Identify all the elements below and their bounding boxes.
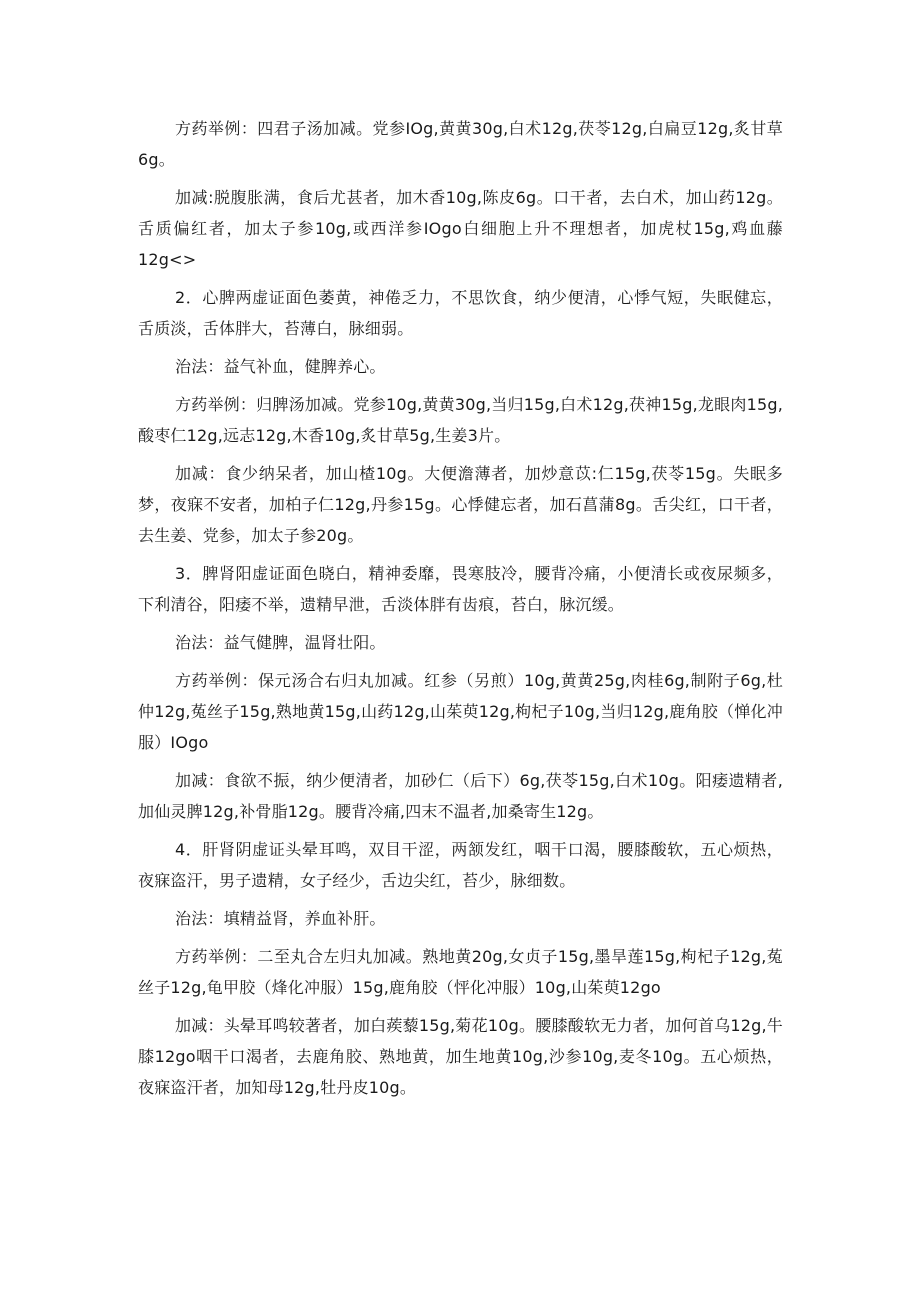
paragraph-modifications-4: 加减：头晕耳鸣较著者，加白蒺藜15g,菊花10g。腰膝酸软无力者，加何首乌12g,牛膝12go咽干口渴者，去鹿角胶、熟地黄，加生地黄10g,沙参10g,麦冬10g。五心烦热，夜寐盗汗者，加知母12g,牡丹皮10g。 [138, 1016, 783, 1097]
document-body [138, 113, 783, 1110]
paragraph-syndrome-2: 2．心脾两虚证面色萎黄，神倦乏力，不思饮食，纳少便清，心悸气短，失眠健忘，舌质淡，舌体胖大，苔薄白，脉细弱。 [138, 288, 783, 338]
paragraph-modifications-2: 加减：食少纳呆者，加山楂10g。大便澹薄者，加炒意苡:仁15g,茯苓15g。失眠多梦，夜寐不安者，加柏子仁12g,丹参15g。心悸健忘者，加石菖蒲8g。舌尖红，口干者，去生姜、党参，加太子参20g。 [138, 464, 783, 545]
paragraph-treatment-4: 治法：填精益肾，养血补肝。 [175, 909, 386, 928]
paragraph-formula-sijunzi: 方药举例：四君子汤加减。党参IOg,黄黄30g,白术12g,茯苓12g,白扁豆12g,炙甘草6g。 [138, 119, 783, 169]
paragraph-formula-guipi: 方药举例：归脾汤加减。党参10g,黄黄30g,当归15g,白术12g,茯神15g,龙眼肉15g,酸枣仁12g,远志12g,木香10g,炙甘草5g,生姜3片。 [138, 395, 783, 445]
paragraph-syndrome-3: 3．脾肾阳虚证面色晓白，精神委靡，畏寒肢冷，腰背冷痛，小便清长或夜尿频多，下利清谷，阳痿不举，遗精早泄，舌淡体胖有齿痕，苔白，脉沉缓。 [138, 564, 783, 614]
paragraph-treatment-3: 治法：益气健脾，温肾壮阳。 [175, 633, 386, 652]
paragraph-treatment-2: 治法：益气补血，健脾养心。 [175, 357, 386, 376]
paragraph-modifications-1: 加减:脱腹胀满，食后尤甚者，加木香10g,陈皮6g。口干者，去白术，加山药12g。舌质偏红者，加太子参10g,或西洋参IOgo白细胞上升不理想者，加虎杖15g,鸡血藤12g<> [138, 188, 783, 269]
paragraph-formula-baoyuan: 方药举例：保元汤合右归丸加减。红参（另煎）10g,黄黄25g,肉桂6g,制附子6g,杜仲12g,菟丝子15g,熟地黄15g,山药12g,山茱萸12g,枸杞子10g,当归12g,鹿角胶（惮化冲服）IOgo [138, 671, 783, 752]
paragraph-syndrome-4: 4．肝肾阴虚证头晕耳鸣，双目干涩，两颔发红，咽干口渴，腰膝酸软，五心烦热，夜寐盗汗，男子遗精，女子经少，舌边尖红，苔少，脉细数。 [138, 840, 783, 890]
paragraph-formula-erzhi: 方药举例：二至丸合左归丸加减。熟地黄20g,女贞子15g,墨旱莲15g,枸杞子12g,菟丝子12g,龟甲胶（烽化冲服）15g,鹿角胶（怦化冲服）10g,山茱萸12go [138, 947, 783, 997]
paragraph-modifications-3: 加减：食欲不振，纳少便清者，加砂仁（后下）6g,茯苓15g,白术10g。阳痿遗精者,加仙灵脾12g,补骨脂12g。腰背冷痛,四末不温者,加桑寄生12g。 [138, 771, 783, 821]
